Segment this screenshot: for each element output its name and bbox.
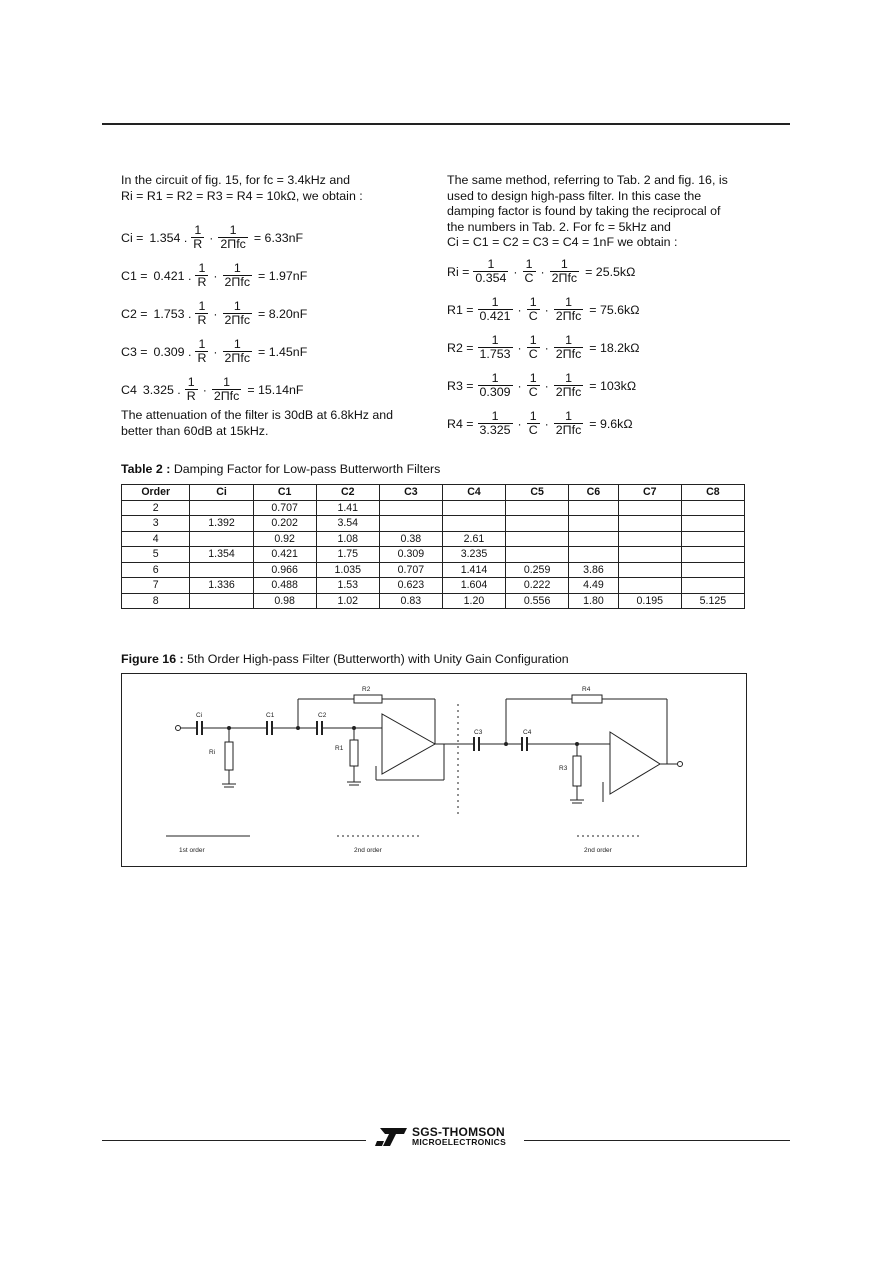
equation-lhs: R3 = (447, 378, 474, 393)
attenuation-text (121, 408, 431, 439)
table-cell: 1.20 (442, 593, 505, 609)
table-cell (618, 516, 681, 532)
fraction-numerator: 1 (525, 257, 533, 271)
table-cell: 8 (122, 593, 190, 609)
equation-result: = 1.45nF (258, 344, 308, 359)
equation-result: = 9.6kΩ (589, 416, 633, 431)
table-cell (618, 562, 681, 578)
table-row (122, 500, 745, 516)
table-cell (618, 547, 681, 563)
circuit-diagram (122, 674, 746, 866)
footer-rule-left (102, 1140, 366, 1141)
fraction (478, 334, 513, 361)
table-cell: 0.623 (379, 578, 442, 594)
output-terminal (678, 762, 683, 767)
resistor-r3 (573, 756, 581, 786)
fraction-denominator: C (528, 385, 538, 399)
attenuation-line: better than 60dB at 15kHz. (121, 423, 269, 438)
header-rule (102, 123, 790, 125)
table-caption (121, 462, 440, 476)
table-cell (379, 500, 442, 516)
resistor-equation (447, 258, 635, 285)
table-cell (190, 531, 253, 547)
equation-lhs: Ri = (447, 264, 470, 279)
table-cell: 0.83 (379, 593, 442, 609)
ground-icon (222, 784, 236, 787)
table-row (122, 547, 745, 563)
table-cell (618, 500, 681, 516)
left-intro-line: In the circuit of fig. 15, for fc = 3.4kHz and (121, 173, 350, 187)
equation-lhs: Ci = (121, 230, 144, 245)
capacitor-c3 (474, 737, 479, 751)
multiply-dot: · (202, 382, 207, 397)
input-terminal (176, 726, 181, 731)
label-c1: C1 (266, 712, 275, 719)
table-cell (190, 562, 253, 578)
table-header-cell: C7 (618, 485, 681, 501)
table-cell: 1.035 (316, 562, 379, 578)
left-intro-line: Ri = R1 = R2 = R3 = R4 = 10kΩ, we obtain : (121, 188, 363, 203)
section-label: 2nd order (354, 847, 382, 854)
right-intro-line: the numbers in Tab. 2. For fc = 5kHz and (447, 219, 671, 234)
fraction-numerator: 1 (233, 337, 241, 351)
section-label: 1st order (179, 847, 205, 854)
multiply-dot: · (213, 344, 218, 359)
right-intro (447, 173, 747, 251)
op-amp-1 (382, 714, 435, 774)
equation-lhs: R2 = (447, 340, 474, 355)
table-cell: 0.195 (618, 593, 681, 609)
fraction (478, 296, 513, 323)
resistor-r4 (572, 695, 602, 703)
table-cell: 6 (122, 562, 190, 578)
fraction-numerator: 1 (529, 409, 537, 423)
label-c3: C3 (474, 729, 483, 736)
circuit-figure (121, 673, 747, 867)
attenuation-line: The attenuation of the filter is 30dB at 6.8kHz and (121, 408, 394, 422)
table-cell (506, 500, 569, 516)
fraction-denominator: 2Πfc (555, 347, 582, 361)
resistor-equation (447, 334, 640, 361)
figure-caption-text: 5th Order High-pass Filter (Butterworth) with Unity Gain Configuration (187, 652, 569, 666)
footer-rule-right (524, 1140, 790, 1141)
table-cell: 5 (122, 547, 190, 563)
fraction-numerator: 1 (198, 337, 206, 351)
table-cell (506, 547, 569, 563)
table-cell (442, 516, 505, 532)
fraction-numerator: 1 (491, 409, 499, 423)
fraction-numerator: 1 (229, 223, 237, 237)
fraction (554, 296, 583, 323)
fraction-denominator: R (197, 275, 207, 289)
table-row (122, 562, 745, 578)
label-r1: R1 (335, 745, 344, 752)
ground-icon (570, 800, 584, 803)
fraction (212, 376, 241, 403)
fraction-denominator: 0.354 (475, 271, 507, 285)
fraction (478, 410, 513, 437)
table-cell: 7 (122, 578, 190, 594)
equation-coefficient: 0.421 . (153, 268, 192, 283)
table-row (122, 531, 745, 547)
multiply-dot: · (213, 268, 218, 283)
table-header-cell: C4 (442, 485, 505, 501)
table-cell (681, 578, 744, 594)
equation-lhs: C1 = (121, 268, 148, 283)
fraction-denominator: R (197, 351, 207, 365)
table-cell: 1.08 (316, 531, 379, 547)
table-cell: 1.75 (316, 547, 379, 563)
multiply-dot: · (540, 264, 545, 279)
equation-lhs: C3 = (121, 344, 148, 359)
table-cell (190, 500, 253, 516)
table-row (122, 516, 745, 532)
table-cell: 0.421 (253, 547, 316, 563)
fraction (473, 258, 508, 285)
right-intro-line: damping factor is found by taking the reciprocal of (447, 204, 721, 219)
table-header-cell: C8 (681, 485, 744, 501)
equation-lhs: R4 = (447, 416, 474, 431)
fraction (195, 338, 208, 365)
fraction (554, 410, 583, 437)
fraction-numerator: 1 (565, 295, 572, 309)
table-cell (681, 531, 744, 547)
table-cell: 0.966 (253, 562, 316, 578)
left-intro (121, 173, 431, 204)
table-cell (681, 547, 744, 563)
fraction-denominator: 3.325 (479, 423, 511, 437)
resistor-equation (447, 410, 633, 437)
capacitor-ci (197, 721, 202, 735)
multiply-dot: · (517, 416, 522, 431)
equation-coefficient: 0.309 . (153, 344, 192, 359)
fraction-denominator: R (186, 389, 196, 403)
multiply-dot: · (544, 302, 549, 317)
right-intro-line: The same method, referring to Tab. 2 and fig. 16, is (447, 173, 728, 187)
label-ri: Ri (209, 749, 216, 756)
table-cell (506, 531, 569, 547)
figure-caption (121, 652, 569, 666)
fraction (527, 410, 540, 437)
fraction (527, 296, 540, 323)
fraction (527, 334, 540, 361)
fraction (195, 262, 208, 289)
fraction-denominator: 2Πfc (220, 237, 246, 251)
fraction-numerator: 1 (223, 375, 231, 389)
right-intro-line: Ci = C1 = C2 = C3 = C4 = 1nF we obtain : (447, 235, 678, 250)
sgs-thomson-logo (374, 1127, 506, 1147)
fraction-numerator: 1 (487, 257, 495, 271)
fraction-denominator: 2Πfc (551, 271, 578, 285)
table-cell: 0.707 (379, 562, 442, 578)
fraction (554, 372, 583, 399)
fraction-denominator: 2Πfc (555, 309, 582, 323)
table-cell: 0.488 (253, 578, 316, 594)
multiply-dot: · (517, 340, 522, 355)
table-cell: 1.41 (316, 500, 379, 516)
table-cell (379, 516, 442, 532)
equation-result: = 75.6kΩ (589, 302, 640, 317)
resistor-equation (447, 296, 640, 323)
table-cell: 2 (122, 500, 190, 516)
table-header-cell: Ci (190, 485, 253, 501)
fraction (223, 262, 252, 289)
fraction (191, 224, 204, 251)
table-cell: 0.98 (253, 593, 316, 609)
multiply-dot: · (513, 264, 518, 279)
fraction-numerator: 1 (565, 409, 572, 423)
equation-coefficient: 1.354 . (149, 230, 188, 245)
figure-caption-label: Figure 16 : (121, 652, 184, 666)
fraction-denominator: 2Πfc (224, 275, 251, 289)
damping-factor-table (121, 484, 745, 609)
table-cell (569, 531, 619, 547)
table-header-cell: C6 (569, 485, 619, 501)
table-cell: 0.92 (253, 531, 316, 547)
label-ci: Ci (196, 712, 203, 719)
label-r4: R4 (582, 686, 591, 693)
table-header-row (122, 485, 745, 501)
resistor-ri (225, 742, 233, 770)
table-cell (618, 578, 681, 594)
table-cell: 2.61 (442, 531, 505, 547)
fraction-denominator: 0.421 (479, 309, 511, 323)
fraction-numerator: 1 (529, 295, 537, 309)
resistor-r1 (350, 740, 358, 766)
fraction-denominator: C (528, 423, 538, 437)
fraction (527, 372, 540, 399)
equation-result: = 6.33nF (253, 230, 304, 245)
table-cell: 3.86 (569, 562, 619, 578)
table-cell (681, 500, 744, 516)
fraction-denominator: 2Πfc (213, 389, 240, 403)
equation-result: = 103kΩ (589, 378, 637, 393)
fraction-denominator: R (193, 237, 203, 251)
resistor-r2 (354, 695, 382, 703)
table-cell: 0.259 (506, 562, 569, 578)
fraction-denominator: 2Πfc (555, 423, 582, 437)
equation-coefficient: 1.753 . (153, 306, 192, 321)
equation-lhs: R1 = (447, 302, 474, 317)
fraction (223, 338, 252, 365)
label-r3: R3 (559, 765, 568, 772)
equation-result: = 1.97nF (258, 268, 308, 283)
fraction-denominator: C (528, 347, 538, 361)
fraction-numerator: 1 (187, 375, 195, 389)
resistor-equation (447, 372, 636, 399)
capacitor-equation (121, 262, 307, 289)
label-r2: R2 (362, 686, 371, 693)
table-header-cell: C3 (379, 485, 442, 501)
capacitor-c1 (267, 721, 272, 735)
equation-result: = 15.14nF (247, 382, 304, 397)
table-cell (681, 562, 744, 578)
st-logo-icon (374, 1127, 408, 1147)
brand-name: SGS-THOMSON (412, 1125, 505, 1139)
table-cell: 3.54 (316, 516, 379, 532)
fraction-denominator: 1.753 (479, 347, 511, 361)
ground-icon (347, 782, 361, 785)
fraction-numerator: 1 (491, 333, 499, 347)
multiply-dot: · (517, 378, 522, 393)
fraction-numerator: 1 (198, 261, 206, 275)
table-cell: 0.707 (253, 500, 316, 516)
equation-coefficient: 3.325 . (142, 382, 181, 397)
table-cell (190, 593, 253, 609)
table-cell: 1.354 (190, 547, 253, 563)
fraction (218, 224, 247, 251)
capacitor-equation (121, 224, 303, 251)
table-cell: 3.235 (442, 547, 505, 563)
label-c4: C4 (523, 729, 532, 736)
table-header-cell: C2 (316, 485, 379, 501)
equation-lhs: C4 (121, 382, 137, 397)
fraction-denominator: 0.309 (479, 385, 511, 399)
fraction-numerator: 1 (233, 299, 241, 313)
fraction-numerator: 1 (529, 371, 537, 385)
multiply-dot: · (213, 306, 218, 321)
table-cell: 4.49 (569, 578, 619, 594)
table-row (122, 593, 745, 609)
fraction-numerator: 1 (529, 333, 537, 347)
table-row (122, 578, 745, 594)
fraction-denominator: 2Πfc (224, 313, 251, 327)
table-caption-label: Table 2 : (121, 462, 171, 476)
fraction-numerator: 1 (491, 371, 499, 385)
table-cell (442, 500, 505, 516)
table-header-cell: C5 (506, 485, 569, 501)
capacitor-c4 (522, 737, 527, 751)
multiply-dot: · (517, 302, 522, 317)
fraction-numerator: 1 (194, 223, 202, 237)
multiply-dot: · (544, 378, 549, 393)
table-cell: 1.336 (190, 578, 253, 594)
fraction (185, 376, 198, 403)
table-cell: 1.02 (316, 593, 379, 609)
multiply-dot: · (209, 230, 214, 245)
table-cell: 1.392 (190, 516, 253, 532)
fraction-denominator: C (524, 271, 534, 285)
table-cell (618, 531, 681, 547)
table-cell (569, 516, 619, 532)
capacitor-equation (121, 300, 307, 327)
equation-result: = 18.2kΩ (589, 340, 640, 355)
fraction-denominator: C (528, 309, 538, 323)
table-cell: 0.202 (253, 516, 316, 532)
section-label: 2nd order (584, 847, 612, 854)
brand-subtitle: MICROELECTRONICS (412, 1137, 507, 1147)
table-cell: 0.38 (379, 531, 442, 547)
fraction (195, 300, 208, 327)
capacitor-equation (121, 338, 307, 365)
table-cell: 5.125 (681, 593, 744, 609)
equation-result: = 8.20nF (258, 306, 308, 321)
fraction (478, 372, 513, 399)
table-header-cell: C1 (253, 485, 316, 501)
table-cell: 0.309 (379, 547, 442, 563)
table-cell: 1.604 (442, 578, 505, 594)
fraction-numerator: 1 (233, 261, 241, 275)
fraction-numerator: 1 (560, 257, 568, 271)
fraction-denominator: R (197, 313, 207, 327)
table-cell (569, 547, 619, 563)
fraction-numerator: 1 (565, 333, 572, 347)
fraction (223, 300, 252, 327)
table-cell (506, 516, 569, 532)
fraction-numerator: 1 (491, 295, 499, 309)
fraction-denominator: 2Πfc (224, 351, 251, 365)
table-cell: 1.414 (442, 562, 505, 578)
table-cell: 0.222 (506, 578, 569, 594)
table-cell (681, 516, 744, 532)
fraction-numerator: 1 (565, 371, 572, 385)
multiply-dot: · (544, 340, 549, 355)
fraction (554, 334, 583, 361)
table-cell: 0.556 (506, 593, 569, 609)
fraction (523, 258, 536, 285)
op-amp-2 (610, 732, 660, 794)
table-cell (569, 500, 619, 516)
label-c2: C2 (318, 712, 327, 719)
table-cell: 1.53 (316, 578, 379, 594)
capacitor-equation (121, 376, 303, 403)
right-intro-line: used to design high-pass filter. In this case the (447, 188, 702, 203)
table-cell: 4 (122, 531, 190, 547)
multiply-dot: · (544, 416, 549, 431)
fraction-denominator: 2Πfc (555, 385, 582, 399)
table-cell: 1.80 (569, 593, 619, 609)
table-header-cell: Order (122, 485, 190, 501)
table-caption-text: Damping Factor for Low-pass Butterworth Filters (173, 462, 441, 476)
fraction-numerator: 1 (198, 299, 206, 313)
fraction (550, 258, 579, 285)
capacitor-c2 (317, 721, 322, 735)
table-cell: 3 (122, 516, 190, 532)
equation-lhs: C2 = (121, 306, 148, 321)
equation-result: = 25.5kΩ (585, 264, 636, 279)
